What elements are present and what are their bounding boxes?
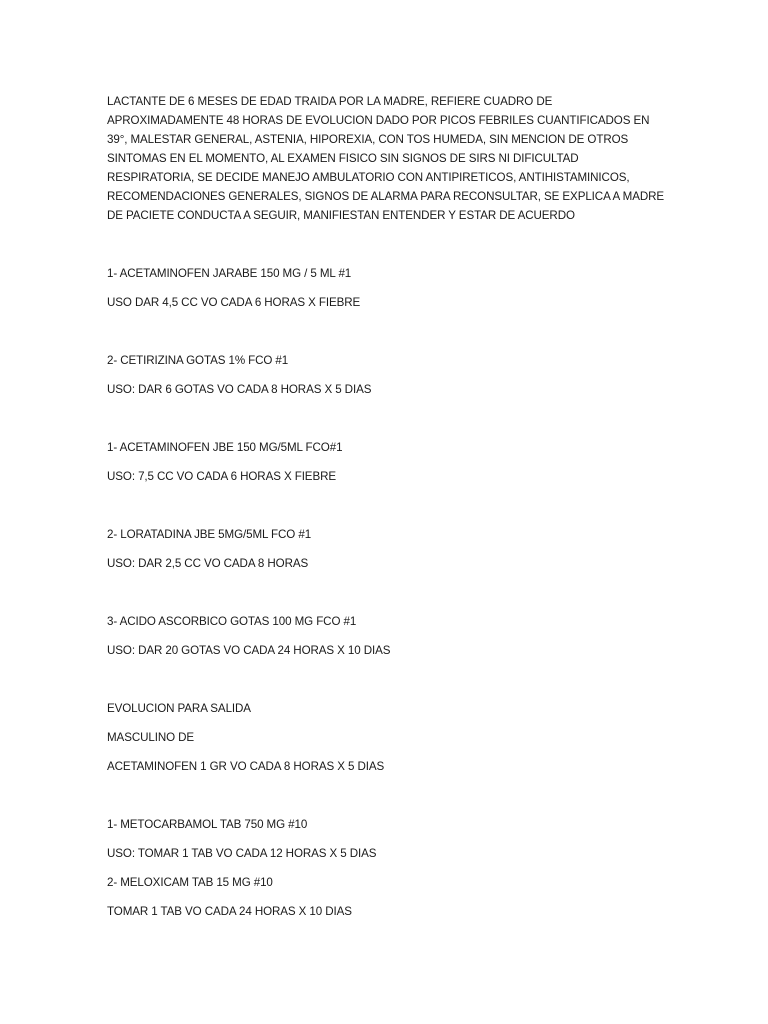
- prescription-drug: 2- MELOXICAM TAB 15 MG #10: [107, 876, 273, 889]
- prescription-usage: USO: 7,5 CC VO CADA 6 HORAS X FIEBRE: [107, 470, 336, 483]
- note-line: LACTANTE DE 6 MESES DE EDAD TRAIDA POR LA MADRE, REFIERE CUADRO DE: [107, 95, 553, 108]
- document-page: [107, 92, 667, 931]
- prescription-usage: USO: TOMAR 1 TAB VO CADA 12 HORAS X 5 DIAS: [107, 847, 377, 860]
- prescription-usage: USO: DAR 20 GOTAS VO CADA 24 HORAS X 10 DIAS: [107, 644, 391, 657]
- prescription-drug: 1- ACETAMINOFEN JBE 150 MG/5ML FCO#1: [107, 441, 343, 454]
- note-line: RECOMENDACIONES GENERALES, SIGNOS DE ALARMA PARA RECONSULTAR, SE EXPLICA A MADRE: [107, 190, 665, 203]
- clinical-note-paragraph: [107, 92, 667, 225]
- note-line: RESPIRATORIA, SE DECIDE MANEJO AMBULATORIO CON ANTIPIRETICOS, ANTIHISTAMINICOS,: [107, 171, 630, 184]
- prescription-usage: USO: DAR 6 GOTAS VO CADA 8 HORAS X 5 DIAS: [107, 383, 372, 396]
- note-line: SINTOMAS EN EL MOMENTO, AL EXAMEN FISICO SIN SIGNOS DE SIRS NI DIFICULTAD: [107, 152, 579, 165]
- prescription-drug: 2- LORATADINA JBE 5MG/5ML FCO #1: [107, 528, 312, 541]
- prescription-usage: TOMAR 1 TAB VO CADA 24 HORAS X 10 DIAS: [107, 905, 352, 918]
- note-line: 39°, MALESTAR GENERAL, ASTENIA, HIPOREXIA, CON TOS HUMEDA, SIN MENCION DE OTROS: [107, 133, 629, 146]
- prescription-drug: 1- ACETAMINOFEN JARABE 150 MG / 5 ML #1: [107, 267, 352, 280]
- prescription-drug: 3- ACIDO ASCORBICO GOTAS 100 MG FCO #1: [107, 615, 357, 628]
- prescription-drug: 2- CETIRIZINA GOTAS 1% FCO #1: [107, 354, 289, 367]
- note-line: DE PACIETE CONDUCTA A SEGUIR, MANIFIESTAN ENTENDER Y ESTAR DE ACUERDO: [107, 209, 575, 222]
- prescription-usage: USO: DAR 2,5 CC VO CADA 8 HORAS: [107, 557, 309, 570]
- evolution-subject: MASCULINO DE: [107, 731, 195, 744]
- prescription-usage: USO DAR 4,5 CC VO CADA 6 HORAS X FIEBRE: [107, 296, 361, 309]
- evolution-title: EVOLUCION PARA SALIDA: [107, 702, 251, 715]
- prescription-drug: 1- METOCARBAMOL TAB 750 MG #10: [107, 818, 308, 831]
- evolution-note: ACETAMINOFEN 1 GR VO CADA 8 HORAS X 5 DIAS: [107, 760, 385, 773]
- note-line: APROXIMADAMENTE 48 HORAS DE EVOLUCION DADO POR PICOS FEBRILES CUANTIFICADOS EN: [107, 114, 650, 127]
